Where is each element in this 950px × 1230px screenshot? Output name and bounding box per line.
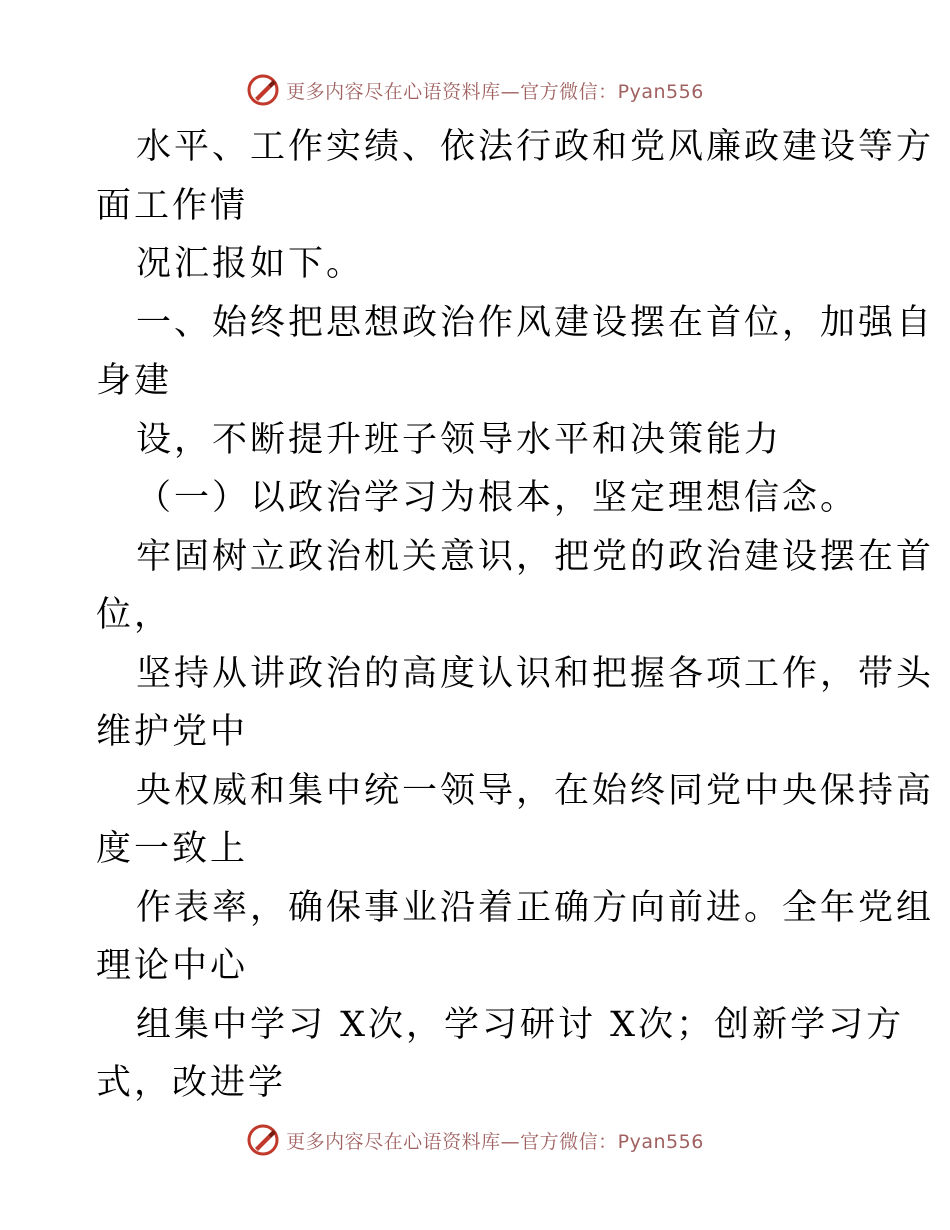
text-line: 位， — [96, 595, 173, 635]
text-line: 式，改进学 — [96, 1063, 287, 1103]
pen-logo-icon — [246, 1123, 280, 1157]
text-line: 组集中学习 X次，学习研讨 X次；创新学习方 — [136, 1004, 905, 1045]
header-watermark-banner — [0, 68, 950, 112]
subsection-heading: （一）以政治学习为根本，坚定理想信念。 — [136, 478, 859, 518]
pen-logo-icon — [246, 73, 280, 107]
text-line: 水平、工作实绩、依法行政和党风廉政建设等方 — [136, 127, 935, 167]
text-line: 设，不断提升班子领导水平和决策能力 — [136, 419, 783, 460]
header-watermark-text: 更多内容尽在心语资料库—官方微信：Pyan556 — [286, 80, 704, 103]
section-heading: 一、始终把思想政治作风建设摆在首位，加强自 — [136, 302, 935, 343]
text-line: 面工作情 — [96, 185, 249, 226]
text-line: 况汇报如下。 — [136, 244, 365, 284]
footer-watermark-text: 更多内容尽在心语资料库—官方微信：Pyan556 — [286, 1130, 704, 1153]
text-line: 作表率，确保事业沿着正确方向前进。全年党组 — [136, 887, 935, 928]
text-line: 牢固树立政治机关意识，把党的政治建设摆在首 — [136, 536, 935, 577]
text-line: 维护党中 — [96, 712, 249, 752]
text-line: 央权威和集中统一领导，在始终同党中央保持高 — [136, 770, 935, 811]
footer-watermark-banner — [0, 1118, 950, 1162]
text-line: 坚持从讲政治的高度认识和把握各项工作，带头 — [136, 653, 935, 694]
text-line: 理论中心 — [96, 946, 249, 986]
document-body — [96, 118, 935, 1113]
text-line: 身建 — [96, 361, 173, 401]
text-line: 度一致上 — [96, 829, 249, 869]
